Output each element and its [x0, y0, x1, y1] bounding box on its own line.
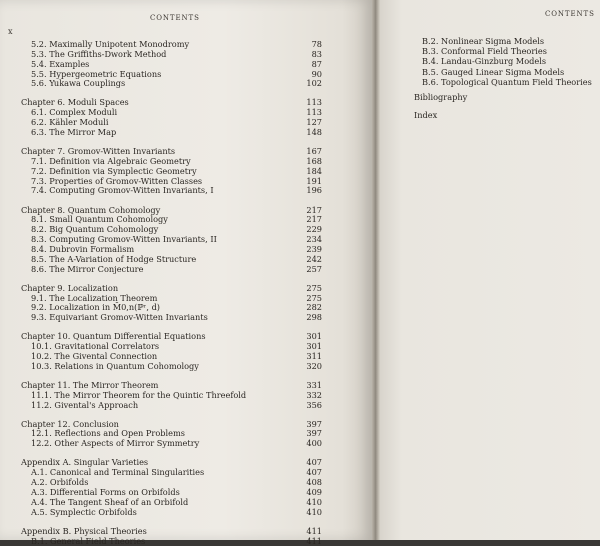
toc-entry-title: 10.3. Relations in Quantum Cohomology	[31, 360, 199, 371]
toc-page-number: 397	[306, 428, 322, 439]
toc-page-number: 148	[306, 127, 322, 137]
toc-page-number: 78	[311, 39, 322, 49]
toc-entry-title: 8.4. Dubrovin Formalism	[31, 243, 135, 254]
toc-entry-title: B.2. Nonlinear Sigma Models	[422, 36, 545, 46]
toc-page-number: 407	[306, 457, 322, 468]
toc-chapter-title: Chapter 10. Quantum Differential Equations	[21, 331, 206, 342]
toc-page-number: 301	[306, 331, 322, 342]
toc-entry-title: 5.3. The Griffiths-Dwork Method	[31, 48, 167, 59]
toc-page-number: 411	[306, 535, 322, 546]
toc-back-matter-title: Bibliography	[414, 92, 468, 102]
toc-entry-title: A.2. Orbifolds	[31, 477, 89, 488]
toc-chapter-title: Chapter 8. Quantum Cohomology	[21, 204, 161, 215]
toc-page-number: 275	[306, 292, 322, 303]
toc-chapter-title: Appendix B. Physical Theories	[21, 525, 147, 536]
toc-page-number: 275	[306, 282, 322, 293]
toc-entry-title: 12.1. Reflections and Open Problems	[31, 428, 185, 439]
toc-page-number: 167	[306, 146, 322, 157]
toc-entry-title: 8.6. The Mirror Conjecture	[31, 263, 144, 274]
toc-entry-title: 6.3. The Mirror Map	[31, 127, 117, 137]
toc-page-number: 191	[306, 175, 322, 186]
toc-entry-title: A.5. Symplectic Orbifolds	[31, 506, 137, 517]
margin-mark: x	[8, 27, 13, 36]
running-head-left: CONTENTS	[150, 14, 200, 22]
toc-entry-title: B.5. Gauged Linear Sigma Models	[422, 66, 565, 77]
toc-entry-title: 8.2. Big Quantum Cohomology	[31, 224, 159, 235]
toc-entry-title: B.3. Conformal Field Theories	[422, 46, 547, 57]
toc-entry-title: 6.1. Complex Moduli	[31, 107, 118, 118]
toc-page-number: 311	[306, 350, 322, 361]
toc-page-number: 234	[306, 234, 322, 245]
toc-page-number: 301	[306, 341, 322, 352]
toc-page-number: 168	[306, 155, 322, 166]
toc-entry-title: 9.2. Localization in M̄0,n(ℙʳ, d)	[31, 302, 161, 313]
toc-page-number: 407	[306, 467, 322, 478]
toc-page-number: 217	[306, 204, 322, 215]
toc-chapter-title: Chapter 12. Conclusion	[21, 418, 119, 429]
toc-entry-title: 12.2. Other Aspects of Mirror Symmetry	[31, 438, 200, 449]
toc-page-number: 184	[306, 165, 322, 176]
toc-entry-title: 10.2. The Givental Connection	[31, 350, 158, 361]
toc-page-number: 196	[306, 185, 322, 196]
toc-page-number: 242	[306, 253, 322, 264]
toc-page-number: 400	[306, 438, 322, 449]
toc-entry-title: 8.5. The A-Variation of Hodge Structure	[31, 253, 197, 264]
toc-chapter-title: Chapter 9. Localization	[21, 282, 119, 293]
toc-page-number: 397	[306, 418, 322, 429]
toc-page-number: 257	[306, 263, 322, 274]
toc-chapter-title: Appendix A. Singular Varieties	[21, 457, 149, 468]
toc-page-number: 282	[306, 302, 322, 313]
toc-page-number: 217	[306, 214, 322, 225]
toc-page-number: 229	[306, 224, 322, 235]
toc-page-number: 87	[311, 58, 322, 69]
right-page	[380, 0, 600, 540]
toc-entry-title: 9.3. Equivariant Gromov-Witten Invariants	[31, 312, 208, 323]
toc-entry-title: A.3. Differential Forms on Orbifolds	[31, 486, 180, 497]
toc-entry-title: 7.1. Definition via Algebraic Geometry	[31, 155, 191, 166]
toc-page-number: 410	[306, 496, 322, 507]
toc-entry-title: 5.4. Examples	[31, 58, 90, 69]
toc-page-number: 113	[306, 107, 322, 118]
toc-page-number: 410	[306, 506, 322, 517]
toc-page-number: 239	[306, 243, 322, 254]
toc-entry-title: 7.3. Properties of Gromov-Witten Classes	[31, 175, 203, 186]
toc-chapter-title: Chapter 11. The Mirror Theorem	[21, 379, 159, 390]
toc-entry-title: 8.1. Small Quantum Cohomology	[31, 214, 168, 225]
toc-entry-title: 8.3. Computing Gromov-Witten Invariants, II	[31, 234, 217, 245]
toc-entry-title: 5.2. Maximally Unipotent Monodromy	[31, 39, 190, 49]
toc-entry-title: 7.4. Computing Gromov-Witten Invariants, I	[31, 185, 214, 196]
toc-entry-title: A.1. Canonical and Terminal Singularities	[31, 467, 205, 478]
toc-entry-title: 9.1. The Localization Theorem	[31, 292, 158, 303]
toc-page-number: 411	[306, 525, 322, 536]
toc-entry-title: B.6. Topological Quantum Field Theories	[422, 76, 592, 87]
toc-page-number: 331	[306, 379, 322, 390]
toc-chapter-title: Chapter 7. Gromov-Witten Invariants	[21, 146, 176, 157]
toc-entry-title: 5.6. Yukawa Couplings	[31, 78, 126, 89]
toc-entry-title: 11.2. Givental's Approach	[31, 399, 139, 410]
toc-page-number: 408	[306, 477, 322, 488]
toc-page-number: 90	[311, 68, 322, 79]
toc-page-number: 320	[306, 360, 322, 371]
toc-page-number: 409	[306, 486, 322, 497]
toc-entry-title: 5.5. Hypergeometric Equations	[31, 68, 162, 79]
toc-page-number: 332	[306, 389, 322, 400]
toc-page-number: 356	[306, 399, 322, 410]
toc-entry-title: A.4. The Tangent Sheaf of an Orbifold	[31, 496, 189, 507]
book-gutter	[372, 0, 380, 540]
toc-entry-title: B.4. Landau-Ginzburg Models	[422, 56, 547, 67]
toc-entry-title: 10.1. Gravitational Correlators	[31, 341, 160, 352]
running-head-right: CONTENTS	[545, 10, 595, 18]
toc-entry-title: B.1. General Field Theories	[31, 535, 146, 546]
toc-chapter-title: Chapter 6. Moduli Spaces	[21, 97, 129, 108]
toc-entry-title: 7.2. Definition via Symplectic Geometry	[31, 165, 197, 176]
toc-entry-title: 6.2. Kähler Moduli	[31, 117, 109, 128]
toc-page-number: 127	[306, 117, 322, 128]
toc-page-number: 298	[306, 312, 322, 323]
toc-page-number: 83	[311, 48, 322, 59]
toc-back-matter-title: Index	[414, 110, 438, 120]
toc-page-number: 113	[306, 97, 322, 108]
toc-page-number: 102	[306, 78, 322, 89]
toc-entry-title: 11.1. The Mirror Theorem for the Quintic Threefold	[31, 389, 247, 400]
